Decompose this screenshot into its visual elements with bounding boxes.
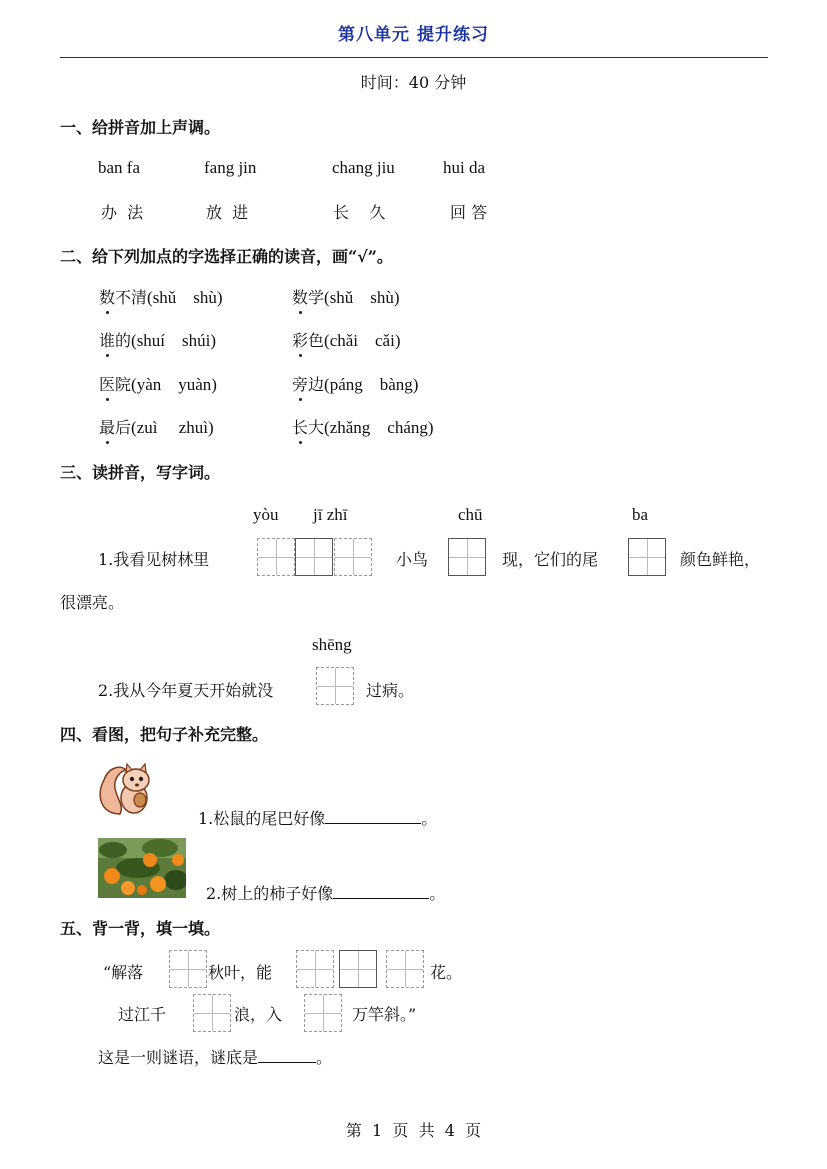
dotted-char: 数 <box>292 285 308 308</box>
s2-item-rest: 边 <box>308 375 325 394</box>
s3-q2-text-1: 2.我从今年夏天开始就没 <box>98 681 274 700</box>
s3-pinyin-ba: ba <box>632 505 649 524</box>
s2-item-rest: 不清 <box>115 288 148 307</box>
s5-line1-c: 花。 <box>430 963 463 982</box>
s1-pinyin-4: hui da <box>443 158 486 177</box>
s1-pinyin-3: chang jiu <box>332 158 395 177</box>
s2-item-options: (shuí shúi) <box>131 331 217 350</box>
s2-item-rest: 大 <box>308 418 325 437</box>
s2-item-4 <box>292 328 400 351</box>
dotted-char: 最 <box>99 415 115 438</box>
section-3-heading: 三、读拼音，写字词。 <box>60 463 221 482</box>
section-2-heading: 二、给下列加点的字选择正确的读音，画“√”。 <box>60 247 393 266</box>
s3-pinyin-jizhi: jī zhī <box>313 505 348 524</box>
dotted-char: 彩 <box>292 328 308 351</box>
s2-item-options: (shǔ shù) <box>147 288 223 307</box>
page-number: 第 1 页 共 4 页 <box>345 1121 482 1140</box>
s2-item-options: (yàn yuàn) <box>131 375 217 394</box>
s5-line2-c: 万竿斜。” <box>352 1005 417 1024</box>
s5-line1-a: “解落 <box>103 963 144 982</box>
writing-box[interactable] <box>628 538 666 576</box>
page-title: 第八单元 提升练习 <box>338 25 489 45</box>
answer-blank[interactable] <box>258 1061 316 1063</box>
writing-box[interactable] <box>257 538 295 576</box>
s3-q1-text-5: 很漂亮。 <box>60 593 125 612</box>
s5-line3-end: 。 <box>316 1048 333 1067</box>
s2-item-options: (zhǎng cháng) <box>324 418 434 437</box>
dotted-char: 数 <box>99 285 115 308</box>
s4-q1-end: 。 <box>421 809 438 828</box>
writing-box[interactable] <box>339 950 377 988</box>
answer-blank[interactable] <box>325 822 421 824</box>
time-limit: 时间：40 分钟 <box>360 73 467 92</box>
s3-q1-text-2: 小鸟 <box>396 550 429 569</box>
s2-item-rest: 学 <box>308 288 325 307</box>
dotted-char: 谁 <box>99 328 115 351</box>
header-rule <box>60 57 768 58</box>
writing-box[interactable] <box>169 950 207 988</box>
writing-box[interactable] <box>296 950 334 988</box>
s1-chars-4: 回 答 <box>450 203 488 222</box>
s2-item-8 <box>292 415 434 438</box>
s2-item-rest: 色 <box>308 331 325 350</box>
s3-q2-text-2: 过病。 <box>366 681 415 700</box>
s4-q2-text: 2.树上的柿子好像 <box>206 884 334 903</box>
dotted-char: 长 <box>292 415 308 438</box>
s1-chars-3: 长 久 <box>333 203 386 222</box>
s2-item-5 <box>99 372 217 395</box>
persimmon-tree-photo <box>98 838 186 898</box>
s2-item-1 <box>99 285 223 308</box>
s4-q1-text: 1.松鼠的尾巴好像 <box>198 809 326 828</box>
s1-pinyin-1: ban fa <box>98 158 141 177</box>
dotted-char: 旁 <box>292 372 308 395</box>
writing-box[interactable] <box>448 538 486 576</box>
writing-box[interactable] <box>193 994 231 1032</box>
squirrel-illustration <box>96 758 158 820</box>
s1-pinyin-2: fang jin <box>204 158 257 177</box>
s1-chars-1: 办 法 <box>101 203 144 222</box>
writing-box[interactable] <box>295 538 333 576</box>
s3-pinyin-you: yòu <box>253 505 279 524</box>
s3-pinyin-chu: chū <box>458 505 483 524</box>
s5-line3 <box>98 1045 332 1068</box>
s2-item-rest: 后 <box>115 418 132 437</box>
s2-item-options: (shǔ shù) <box>324 288 400 307</box>
writing-box[interactable] <box>304 994 342 1032</box>
s2-item-rest: 的 <box>115 331 132 350</box>
s5-line2-a: 过江千 <box>118 1005 167 1024</box>
s4-q2-end: 。 <box>429 884 446 903</box>
section-1-heading: 一、给拼音加上声调。 <box>60 118 221 137</box>
dotted-char: 医 <box>99 372 115 395</box>
s5-line1-b: 秋叶，能 <box>208 963 273 982</box>
s3-q1-text-1: 1.我看见树林里 <box>98 550 210 569</box>
s2-item-rest: 院 <box>115 375 132 394</box>
s1-chars-2: 放 进 <box>206 203 249 222</box>
answer-blank[interactable] <box>333 897 429 899</box>
s2-item-6 <box>292 372 418 395</box>
writing-box[interactable] <box>316 667 354 705</box>
s5-line3-text: 这是一则谜语，谜底是 <box>98 1048 259 1067</box>
writing-box[interactable] <box>334 538 372 576</box>
section-4-heading: 四、看图，把句子补充完整。 <box>60 725 269 744</box>
s2-item-options: (zuì zhuì) <box>131 418 214 437</box>
s3-pinyin-sheng: shēng <box>312 635 352 654</box>
s2-item-7 <box>99 415 214 438</box>
s4-q1 <box>198 806 437 829</box>
s2-item-options: (páng bàng) <box>324 375 419 394</box>
s3-q1-text-4: 颜色鲜艳， <box>680 550 761 569</box>
writing-box[interactable] <box>386 950 424 988</box>
section-5-heading: 五、背一背，填一填。 <box>60 919 221 938</box>
s4-q2 <box>206 881 445 904</box>
s2-item-2 <box>292 285 400 308</box>
s3-q1-text-3: 现，它们的尾 <box>502 550 599 569</box>
s2-item-3 <box>99 328 216 351</box>
s2-item-options: (chǎi cǎi) <box>324 331 401 350</box>
s5-line2-b: 浪，入 <box>234 1005 283 1024</box>
